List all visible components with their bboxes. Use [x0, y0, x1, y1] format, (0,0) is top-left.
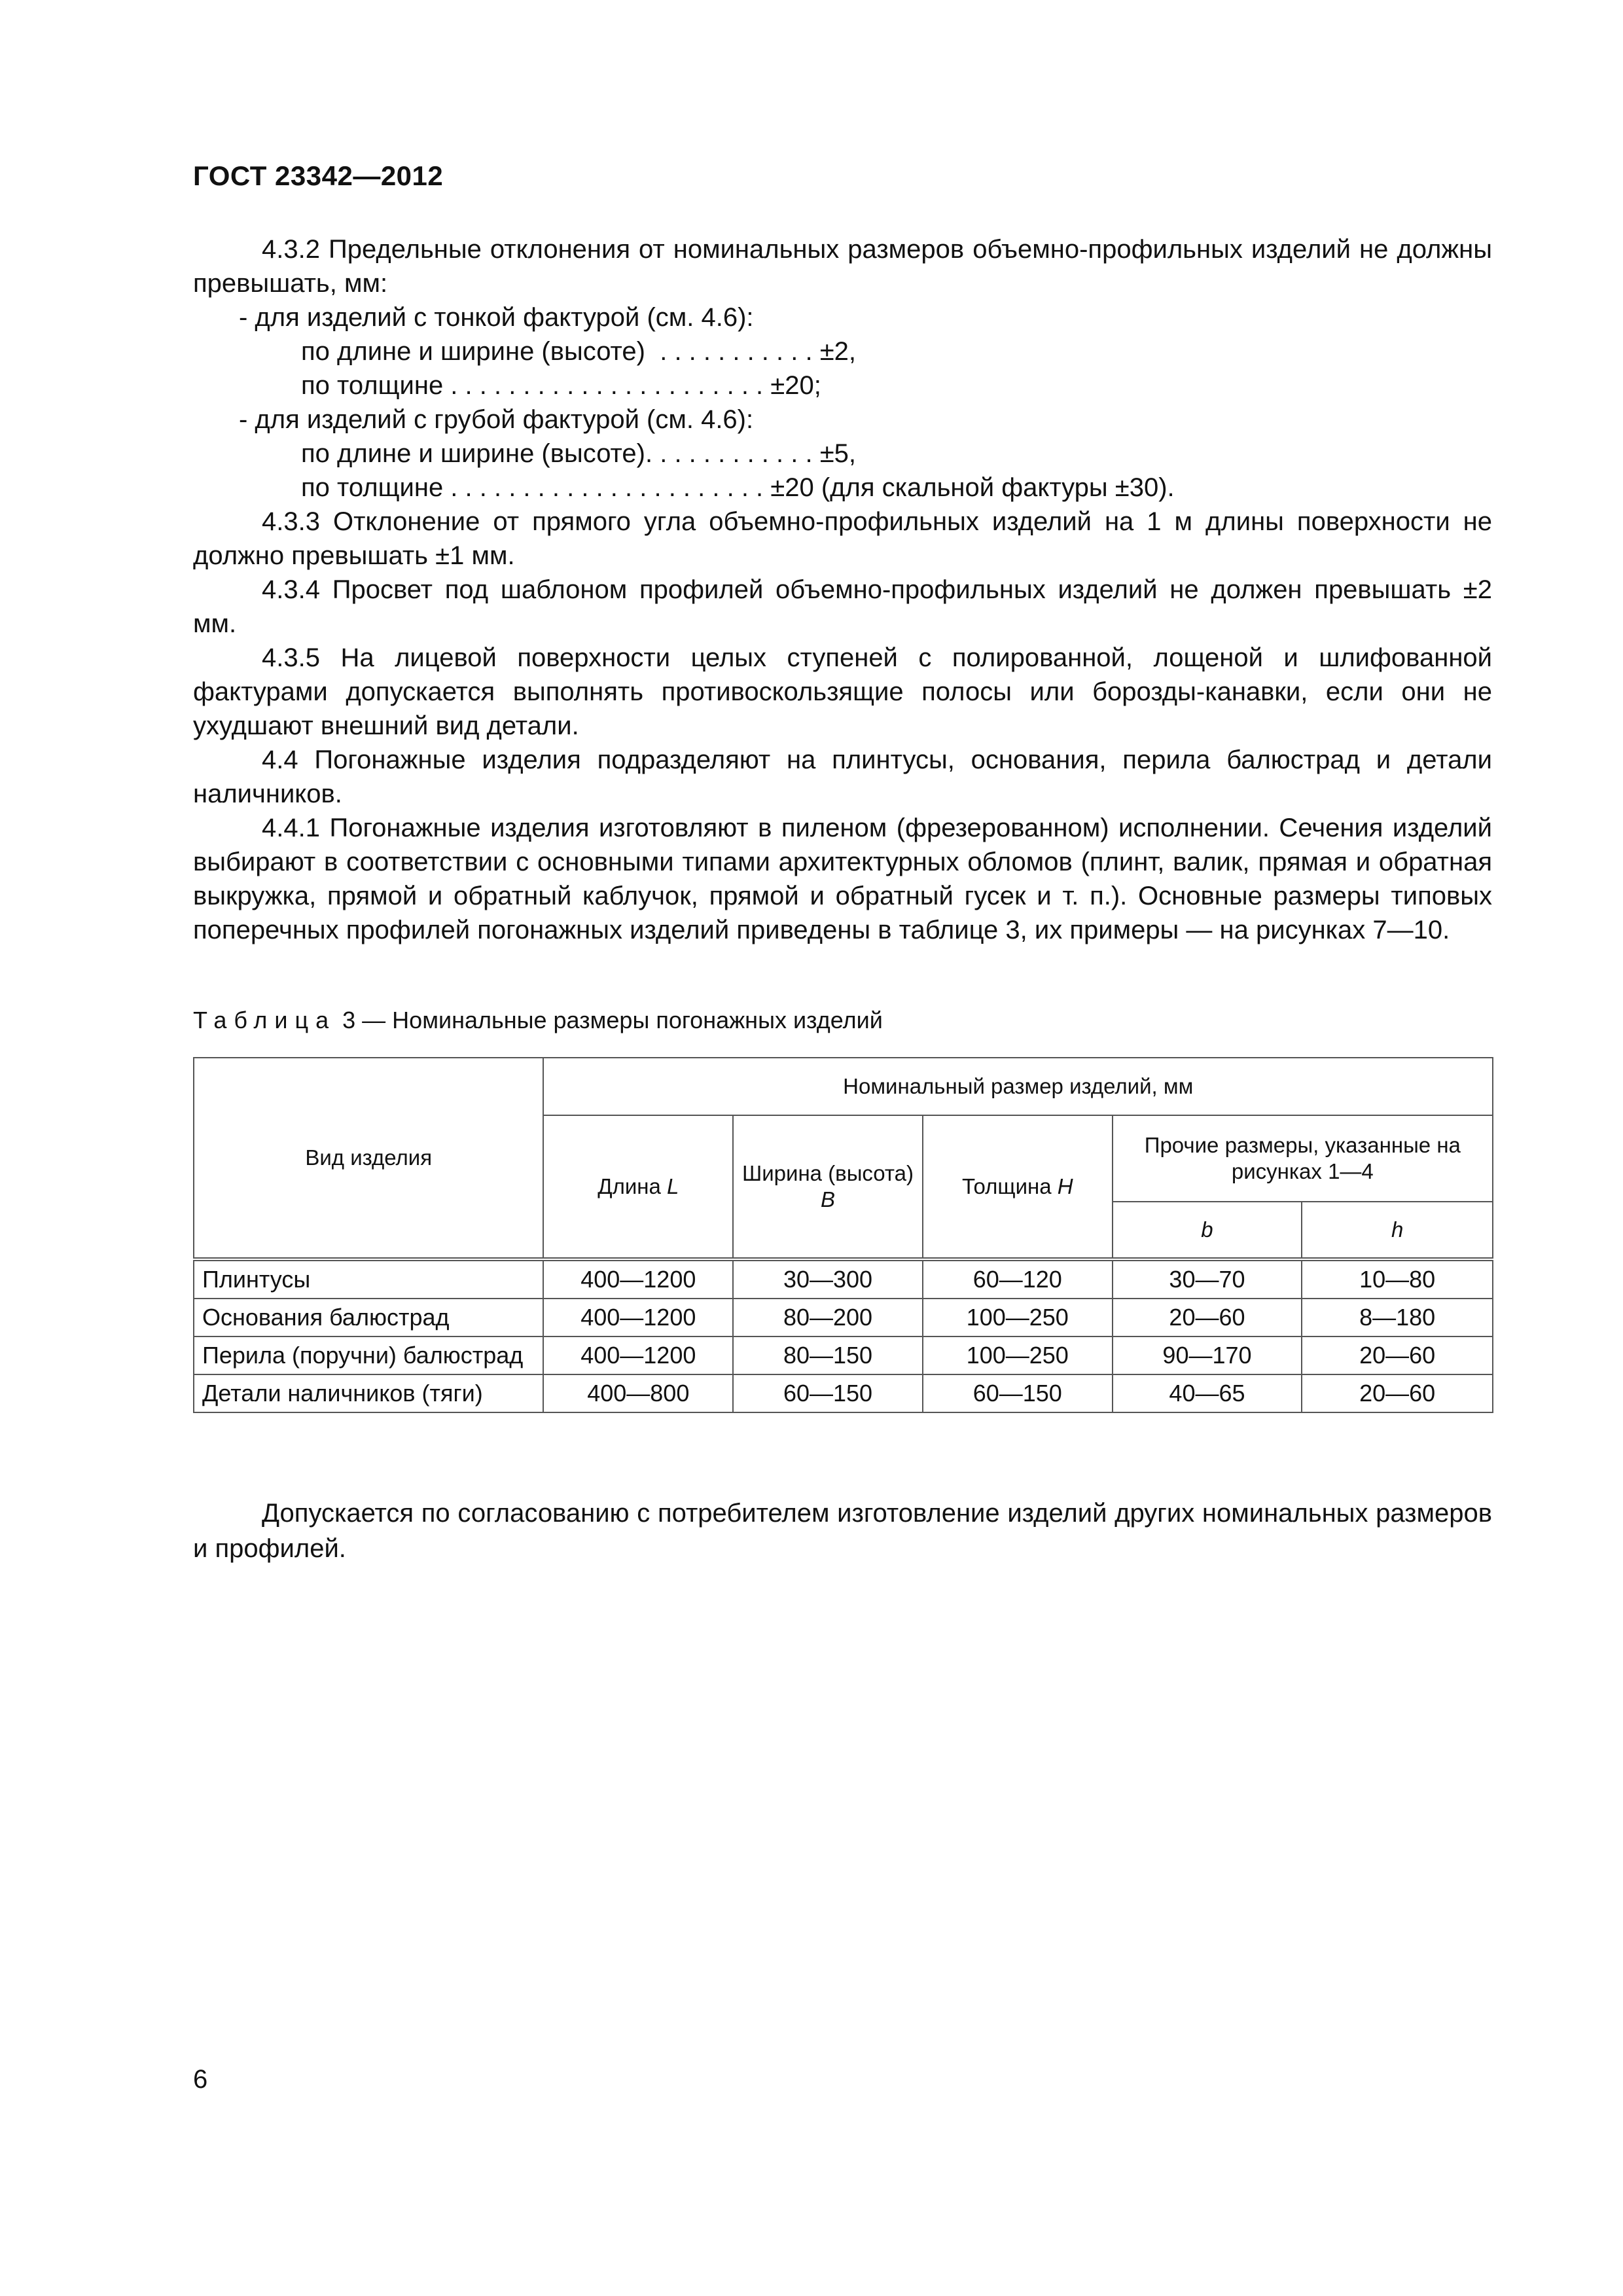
table-cell: Основания балюстрад	[194, 1299, 543, 1336]
table-cell: 400—800	[543, 1374, 733, 1412]
table-cell: 60—150	[733, 1374, 923, 1412]
paragraph-4-4-1: 4.4.1 Погонажные изделия изготовляют в пиленом (фрезерованном) исполнении. Сечения изделий выбирают в соответствии с основными типами архитектурных обломов (плинт, валик, прямая и обратная выкружка, прямой и обратный каблучок, прямой и обратный гусек и т. п.). Основные размеры типовых поперечных профилей погонажных изделий приведены в таблице 3, их примеры — на рисунках 7—10.	[193, 814, 1492, 944]
table-cell: 8—180	[1302, 1299, 1493, 1336]
table-cell: Детали наличников (тяги)	[194, 1374, 543, 1412]
table-cell: 400—1200	[543, 1336, 733, 1374]
header-kind: Вид изделия	[194, 1058, 543, 1259]
table-cell: 100—250	[923, 1299, 1113, 1336]
header-h: h	[1302, 1202, 1493, 1259]
after-table-text	[193, 1496, 1492, 1566]
table-row	[194, 1336, 1493, 1374]
table-cell: 60—120	[923, 1259, 1113, 1299]
paragraph-4-3-3: 4.3.3 Отклонение от прямого угла объемно-профильных изделий на 1 м длины поверхности не должно превышать ±1 мм.	[193, 507, 1492, 570]
rough-length-tolerance: по длине и ширине (высоте). . . . . . . . . . . . ±5,	[301, 439, 857, 468]
table-row	[194, 1374, 1493, 1412]
rough-thickness-tolerance: по толщине . . . . . . . . . . . . . . . . . . . . . . ±20 (для скальной фактуры ±30).	[301, 473, 1175, 502]
table-cell: 400—1200	[543, 1299, 733, 1336]
table-caption-title: 3 — Номинальные размеры погонажных изделий	[336, 1007, 883, 1033]
document-header: ГОСТ 23342—2012	[193, 160, 444, 191]
thin-thickness-tolerance: по толщине . . . . . . . . . . . . . . . . . . . . . . ±20;	[301, 371, 821, 400]
table-cell: 80—200	[733, 1299, 923, 1336]
table-caption	[193, 1007, 883, 1034]
list-item-rough-texture: - для изделий с грубой фактурой (см. 4.6):	[239, 405, 754, 434]
table-cell: 80—150	[733, 1336, 923, 1374]
dimensions-table	[193, 1057, 1493, 1413]
paragraph-4-4: 4.4 Погонажные изделия подразделяют на плинтусы, основания, перила балюстрад и детали наличников.	[193, 745, 1492, 808]
header-width: Ширина (высота) B	[733, 1115, 923, 1259]
table-cell: 60—150	[923, 1374, 1113, 1412]
document-body	[193, 232, 1492, 947]
header-other: Прочие размеры, указанные на рисунках 1—4	[1113, 1115, 1493, 1202]
paragraph-allowance: Допускается по согласованию с потребителем изготовление изделий других номинальных размеров и профилей.	[193, 1499, 1492, 1563]
table-cell: 30—300	[733, 1259, 923, 1299]
paragraph-4-3-4: 4.3.4 Просвет под шаблоном профилей объемно-профильных изделий не должен превышать ±2 мм.	[193, 575, 1492, 638]
table-row	[194, 1259, 1493, 1299]
table-cell: 100—250	[923, 1336, 1113, 1374]
thin-length-tolerance: по длине и ширине (высоте) . . . . . . . . . . . ±2,	[301, 337, 857, 366]
table-row	[194, 1299, 1493, 1336]
table-cell: 400—1200	[543, 1259, 733, 1299]
header-b: b	[1113, 1202, 1302, 1259]
table-cell: Перила (поручни) балюстрад	[194, 1336, 543, 1374]
paragraph-4-3-5: 4.3.5 На лицевой поверхности целых ступеней с полированной, лощеной и шлифованной фактурами допускается выполнять противоскользящие полосы или борозды-канавки, если они не ухудшают внешний вид детали.	[193, 643, 1492, 740]
page-number: 6	[193, 2065, 208, 2094]
paragraph-4-3-2: 4.3.2 Предельные отклонения от номинальных размеров объемно-профильных изделий не должны превышать, мм:	[193, 235, 1492, 298]
header-thickness: Толщина H	[923, 1115, 1113, 1259]
list-item-thin-texture: - для изделий с тонкой фактурой (см. 4.6):	[239, 303, 754, 332]
header-length: Длина L	[543, 1115, 733, 1259]
table-cell: 10—80	[1302, 1259, 1493, 1299]
table-cell: 20—60	[1113, 1299, 1302, 1336]
table-cell: 20—60	[1302, 1374, 1493, 1412]
table-cell: Плинтусы	[194, 1259, 543, 1299]
table-cell: 90—170	[1113, 1336, 1302, 1374]
table-caption-word: Таблица	[193, 1007, 336, 1033]
table-cell: 40—65	[1113, 1374, 1302, 1412]
header-nominal: Номинальный размер изделий, мм	[543, 1058, 1493, 1115]
table-cell: 30—70	[1113, 1259, 1302, 1299]
table-cell: 20—60	[1302, 1336, 1493, 1374]
